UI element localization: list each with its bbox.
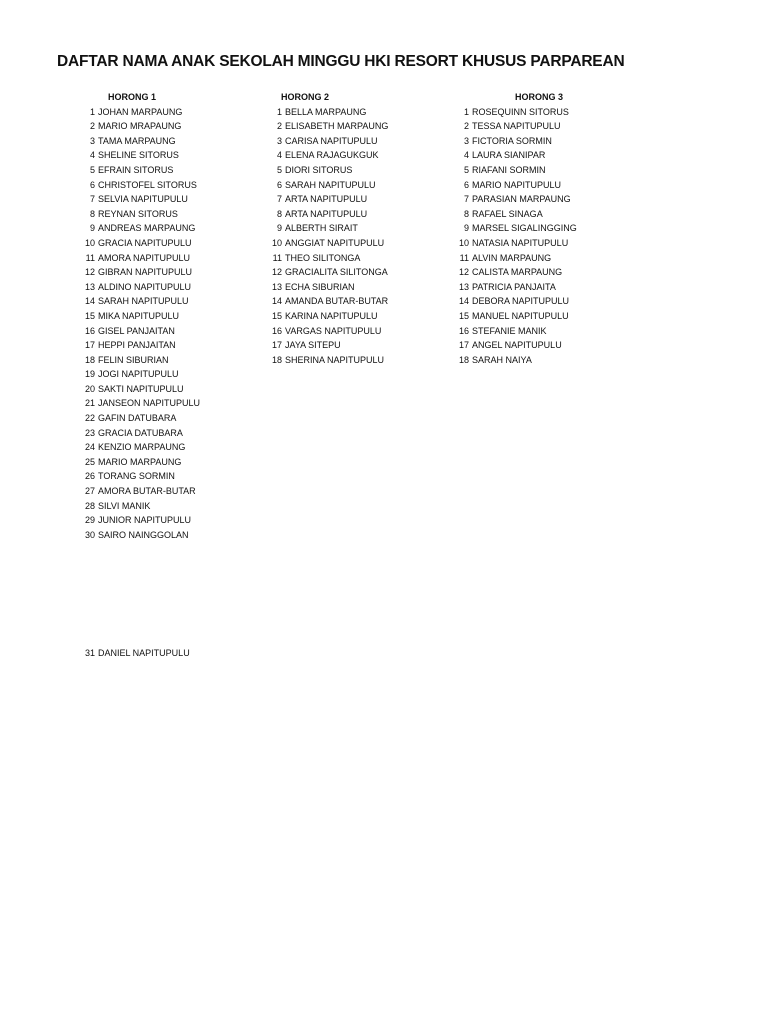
list-item: [270, 236, 388, 251]
list-item: [83, 309, 200, 324]
entry-number: 20: [84, 383, 95, 394]
entry-name: SHERINA NAPITUPULU: [285, 354, 385, 365]
entry-name: SARAH NAPITUPULU: [285, 179, 376, 190]
list-item: [83, 134, 200, 149]
entry-name: TORANG SORMIN: [98, 471, 175, 482]
entry-name: MARSEL SIGALINGGING: [472, 223, 577, 234]
list-item: [83, 440, 200, 455]
entry-name: AMANDA BUTAR-BUTAR: [285, 296, 389, 307]
list-item: [457, 353, 577, 368]
list-item: [83, 426, 200, 441]
entry-name: JANSEON NAPITUPULU: [98, 398, 201, 409]
list-item: [83, 163, 200, 178]
entry-number: 27: [84, 486, 95, 497]
entry-name: KARINA NAPITUPULU: [285, 310, 378, 321]
entry-name: MARIO MRAPAUNG: [98, 121, 182, 132]
entry-number: 4: [89, 150, 95, 161]
entry-name: TAMA MARPAUNG: [98, 135, 176, 146]
entry-name: PARASIAN MARPAUNG: [472, 194, 571, 205]
entry-number: 23: [84, 427, 95, 438]
entry-number: 1: [463, 106, 469, 117]
group-heading: HORONG 1: [108, 92, 157, 102]
entry-number: 2: [463, 121, 469, 132]
list-item: [457, 265, 577, 280]
entry-name: DANIEL NAPITUPULU: [98, 648, 190, 658]
entry-number: 4: [276, 150, 282, 161]
entry-name: GRACIA NAPITUPULU: [98, 237, 192, 248]
entry-name: LAURA SIANIPAR: [472, 150, 546, 161]
entry-name: ALBERTH SIRAIT: [285, 223, 358, 234]
entry-number: 1: [89, 106, 95, 117]
list-item: [83, 148, 200, 163]
entry-name: ARTA NAPITUPULU: [285, 208, 368, 219]
entry-number: 13: [84, 281, 95, 292]
list-item: [83, 178, 200, 193]
list-item: [457, 163, 577, 178]
entry-number: 4: [463, 150, 469, 161]
list-item: [457, 294, 577, 309]
list-item: [83, 484, 200, 499]
list-item: [457, 105, 577, 120]
entry-name: AMORA NAPITUPULU: [98, 252, 191, 263]
entry-number: 3: [276, 135, 282, 146]
entry-name: CHRISTOFEL SITORUS: [98, 179, 197, 190]
entry-name: SARAH NAPITUPULU: [98, 296, 189, 307]
entry-number: 28: [84, 500, 95, 511]
entry-number: 1: [276, 106, 282, 117]
entry-name: ANGGIAT NAPITUPULU: [285, 237, 385, 248]
entry-number: 5: [89, 164, 95, 175]
entry-name: ALDINO NAPITUPULU: [98, 281, 192, 292]
entry-number: 10: [271, 237, 282, 248]
entry-name: RIAFANI SORMIN: [472, 164, 546, 175]
entry-number: 15: [84, 310, 95, 321]
entry-number: 16: [84, 325, 95, 336]
list-item: [83, 396, 200, 411]
entry-name: SHELINE SITORUS: [98, 150, 179, 161]
entry-name: TESSA NAPITUPULU: [472, 121, 561, 132]
entry-name: SELVIA NAPITUPULU: [98, 194, 188, 205]
entry-number: 14: [84, 296, 95, 307]
entry-number: 31: [84, 648, 95, 658]
entry-number: 9: [463, 223, 469, 234]
entry-number: 24: [84, 442, 95, 453]
entry-number: 18: [84, 354, 95, 365]
entry-number: 3: [463, 135, 469, 146]
entry-number: 14: [271, 296, 282, 307]
list-item: [457, 236, 577, 251]
group-list: [270, 105, 388, 368]
entry-number: 29: [84, 515, 95, 526]
entry-number: 5: [276, 164, 282, 175]
entry-number: 13: [458, 281, 469, 292]
list-item: [270, 178, 388, 193]
entry-number: 15: [271, 310, 282, 321]
list-item: [457, 324, 577, 339]
entry-name: ANGEL NAPITUPULU: [472, 340, 562, 351]
entry-name: NATASIA NAPITUPULU: [472, 237, 569, 248]
entry-name: GRACIALITA SILITONGA: [285, 267, 388, 278]
entry-number: 2: [89, 121, 95, 132]
entry-name: ECHA SIBURIAN: [285, 281, 355, 292]
entry-name: MANUEL NAPITUPULU: [472, 310, 569, 321]
list-item: [83, 265, 200, 280]
list-item: [83, 411, 200, 426]
entry-number: 10: [458, 237, 469, 248]
list-item: [457, 221, 577, 236]
list-item: [457, 309, 577, 324]
entry-number: 22: [84, 413, 95, 424]
group-column-horong-1: [83, 90, 200, 542]
entry-name: DEBORA NAPITUPULU: [472, 296, 570, 307]
entry-number: 8: [89, 208, 95, 219]
list-item: [83, 469, 200, 484]
entry-number: 18: [458, 354, 469, 365]
list-item: [270, 105, 388, 120]
list-item: [83, 236, 200, 251]
entry-number: 11: [459, 252, 469, 263]
entry-number: 14: [458, 296, 469, 307]
entry-name: ARTA NAPITUPULU: [285, 194, 368, 205]
entry-number: 12: [271, 267, 282, 278]
list-item: [270, 119, 388, 134]
entry-name: SARAH NAIYA: [472, 354, 532, 365]
list-item: [270, 163, 388, 178]
list-item: [270, 353, 388, 368]
list-item: [270, 192, 388, 207]
list-item: [457, 192, 577, 207]
group-list: [83, 105, 200, 543]
entry-name: THEO SILITONGA: [285, 252, 361, 263]
entry-number: 9: [89, 223, 95, 234]
entry-number: 7: [276, 194, 282, 205]
entry-name: HEPPI PANJAITAN: [98, 340, 176, 351]
list-item: [83, 192, 200, 207]
list-item: [457, 207, 577, 222]
document-title: DAFTAR NAMA ANAK SEKOLAH MINGGU HKI RESORT KHUSUS PARPAREAN: [57, 53, 625, 70]
entry-name: FELIN SIBURIAN: [98, 354, 169, 365]
list-item: [457, 280, 577, 295]
entry-name: JOGI NAPITUPULU: [98, 369, 179, 380]
entry-name: ELENA RAJAGUKGUK: [285, 150, 379, 161]
entry-name: CARISA NAPITUPULU: [285, 135, 378, 146]
group-heading: HORONG 2: [281, 92, 330, 102]
entry-number: 26: [84, 471, 95, 482]
entry-name: GRACIA DATUBARA: [98, 427, 183, 438]
list-item: [270, 280, 388, 295]
entry-name: MARIO NAPITUPULU: [472, 179, 562, 190]
group-heading: HORONG 3: [515, 92, 564, 102]
list-item: [270, 309, 388, 324]
entry-name: ROSEQUINN SITORUS: [472, 106, 569, 117]
entry-number: 17: [458, 340, 469, 351]
entry-name: MIKA NAPITUPULU: [98, 310, 180, 321]
entry-name: GISEL PANJAITAN: [98, 325, 175, 336]
entry-number: 15: [458, 310, 469, 321]
entry-name: REYNAN SITORUS: [98, 208, 178, 219]
entry-name: PATRICIA PANJAITA: [472, 281, 556, 292]
list-item: [83, 105, 200, 120]
entry-name: KENZIO MARPAUNG: [98, 442, 186, 453]
entry-name: JOHAN MARPAUNG: [98, 106, 183, 117]
list-item: [270, 148, 388, 163]
list-item-extra: [83, 646, 190, 661]
list-item: [270, 251, 388, 266]
entry-number: 17: [271, 340, 282, 351]
entry-number: 21: [84, 398, 95, 409]
list-item: [270, 221, 388, 236]
entry-number: 7: [89, 194, 95, 205]
list-item: [83, 367, 200, 382]
list-item: [83, 499, 200, 514]
entry-name: ELISABETH MARPAUNG: [285, 121, 389, 132]
list-item: [83, 455, 200, 470]
entry-number: 9: [276, 223, 282, 234]
group-column-horong-3: [457, 90, 577, 367]
list-item: [457, 134, 577, 149]
entry-number: 12: [458, 267, 469, 278]
entry-name: RAFAEL SINAGA: [472, 208, 543, 219]
entry-number: 6: [276, 179, 282, 190]
list-item: [83, 251, 200, 266]
entry-name: VARGAS NAPITUPULU: [285, 325, 382, 336]
list-item: [83, 324, 200, 339]
list-item: [457, 178, 577, 193]
entry-name: MARIO MARPAUNG: [98, 456, 182, 467]
entry-number: 2: [276, 121, 282, 132]
entry-name: ALVIN MARPAUNG: [472, 252, 552, 263]
list-item: [83, 353, 200, 368]
list-item: [83, 221, 200, 236]
entry-name: DIORI SITORUS: [285, 164, 353, 175]
entry-number: 6: [463, 179, 469, 190]
list-item: [457, 338, 577, 353]
list-item: [457, 119, 577, 134]
list-item: [270, 265, 388, 280]
entry-number: 18: [271, 354, 282, 365]
list-item: [83, 338, 200, 353]
entry-name: SILVI MANIK: [98, 500, 151, 511]
entry-name: CALISTA MARPAUNG: [472, 267, 563, 278]
entry-name: GIBRAN NAPITUPULU: [98, 267, 193, 278]
entry-number: 12: [84, 267, 95, 278]
list-item: [83, 119, 200, 134]
entry-number: 11: [85, 252, 95, 263]
list-item: [83, 207, 200, 222]
entry-number: 8: [463, 208, 469, 219]
entry-number: 3: [89, 135, 95, 146]
entry-number: 6: [89, 179, 95, 190]
list-item: [457, 251, 577, 266]
entry-name: AMORA BUTAR-BUTAR: [98, 486, 196, 497]
entry-name: GAFIN DATUBARA: [98, 413, 177, 424]
entry-name: JUNIOR NAPITUPULU: [98, 515, 192, 526]
list-item: [83, 382, 200, 397]
list-item: [83, 294, 200, 309]
list-item: [270, 324, 388, 339]
group-column-horong-2: [270, 90, 388, 367]
group-list: [457, 105, 577, 368]
list-item: [83, 528, 200, 543]
list-item: [270, 134, 388, 149]
entry-number: 8: [276, 208, 282, 219]
entry-name: BELLA MARPAUNG: [285, 106, 367, 117]
list-item: [270, 294, 388, 309]
entry-number: 10: [84, 237, 95, 248]
entry-name: FICTORIA SORMIN: [472, 135, 552, 146]
entry-number: 7: [463, 194, 469, 205]
entry-number: 16: [271, 325, 282, 336]
entry-name: EFRAIN SITORUS: [98, 164, 174, 175]
entry-number: 11: [272, 252, 282, 263]
entry-number: 13: [271, 281, 282, 292]
entry-number: 25: [84, 456, 95, 467]
list-item: [270, 207, 388, 222]
list-item: [83, 513, 200, 528]
entry-name: SAIRO NAINGGOLAN: [98, 529, 189, 540]
list-item: [83, 280, 200, 295]
entry-name: SAKTI NAPITUPULU: [98, 383, 184, 394]
entry-number: 19: [84, 369, 95, 380]
entry-number: 5: [463, 164, 469, 175]
list-item: [457, 148, 577, 163]
entry-number: 17: [84, 340, 95, 351]
entry-name: JAYA SITEPU: [285, 340, 341, 351]
entry-name: ANDREAS MARPAUNG: [98, 223, 196, 234]
entry-number: 16: [458, 325, 469, 336]
list-item: [270, 338, 388, 353]
entry-number: 30: [84, 529, 95, 540]
entry-name: STEFANIE MANIK: [472, 325, 547, 336]
